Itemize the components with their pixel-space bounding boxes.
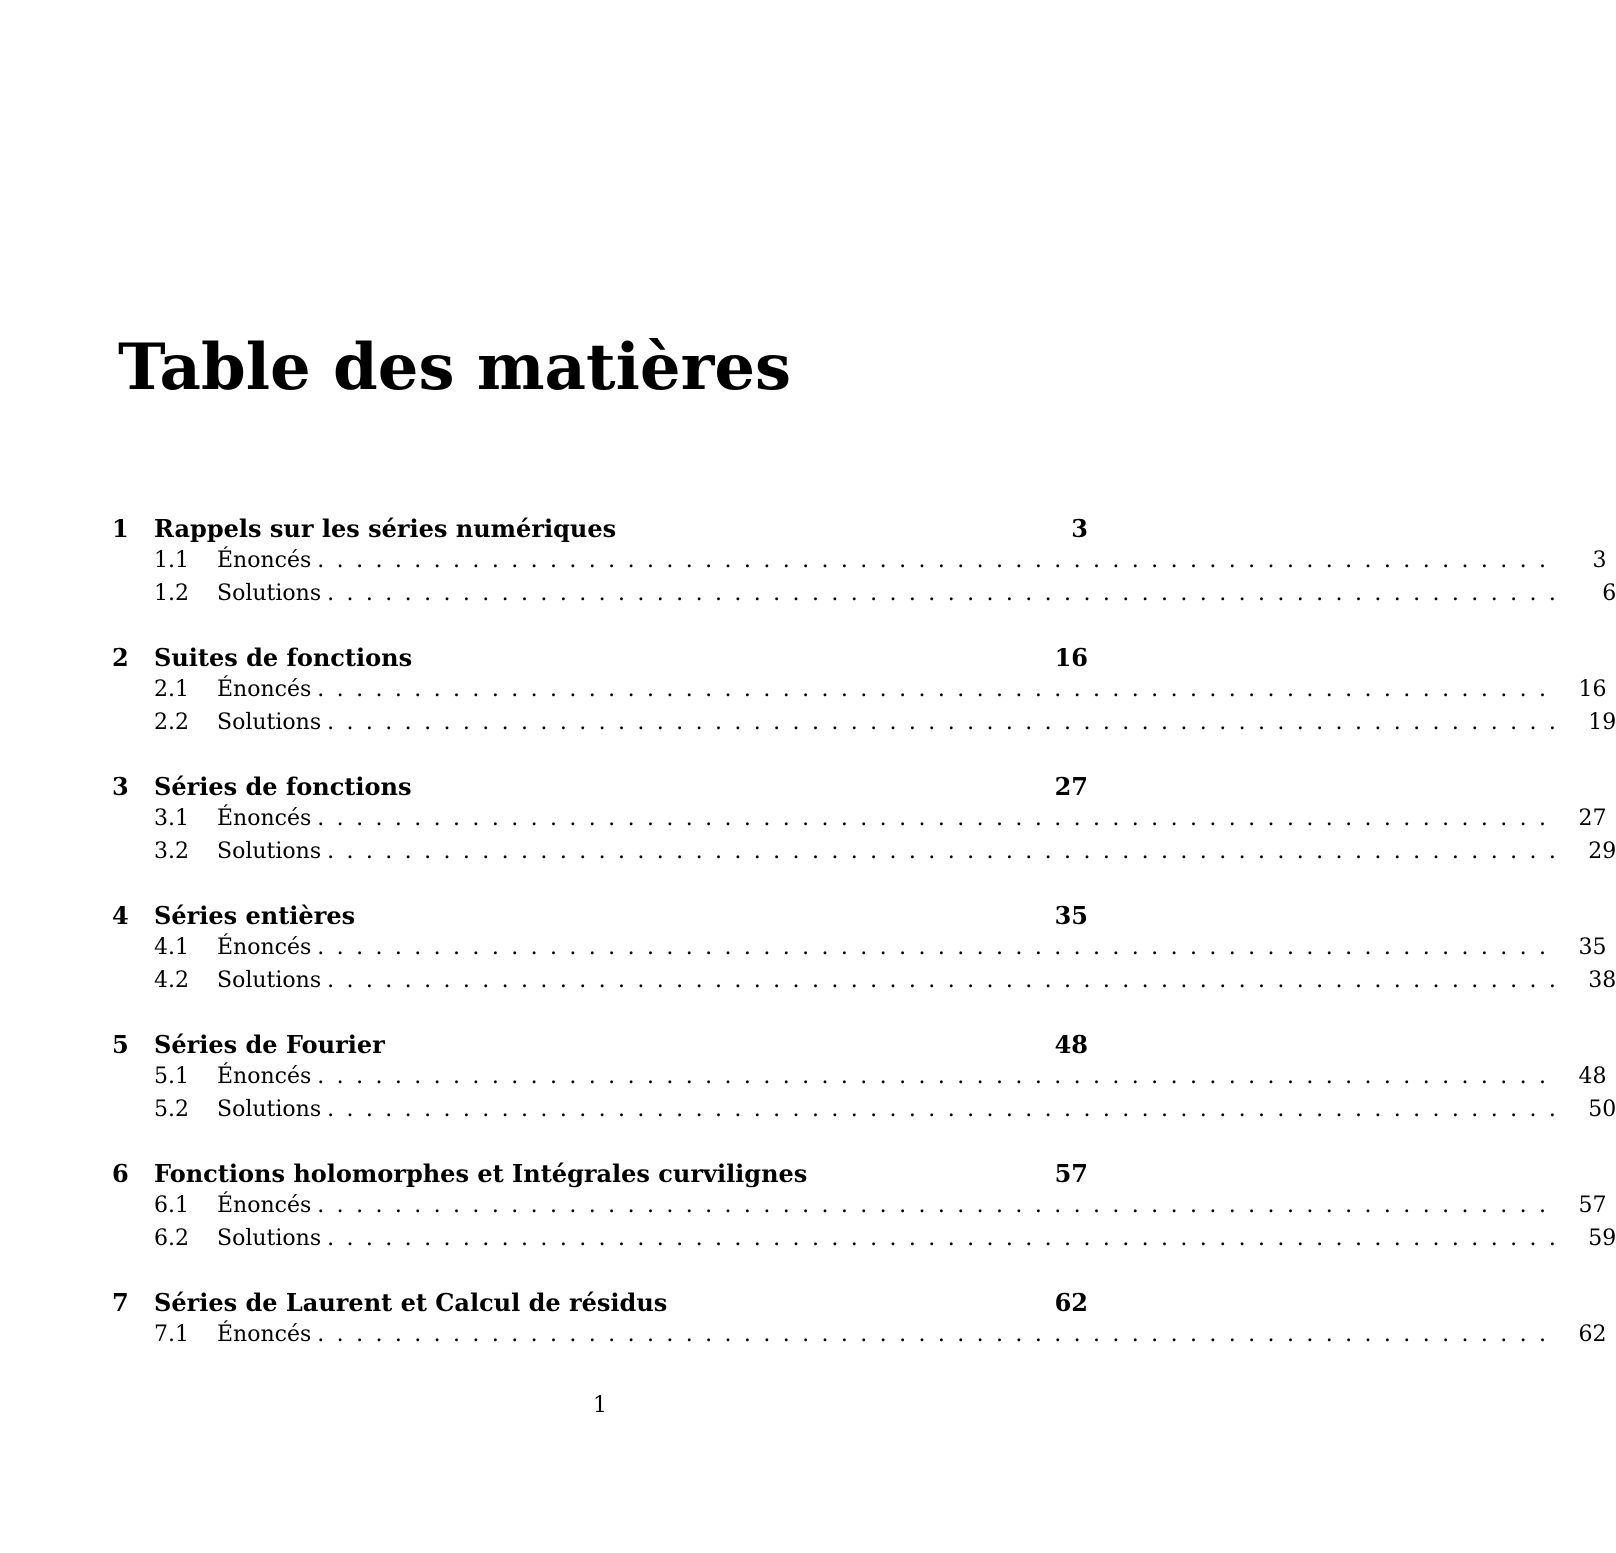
section-title: Énoncés <box>217 1064 312 1089</box>
chapter-number: 2 <box>112 643 129 672</box>
chapter-title: Séries entières <box>154 901 356 930</box>
chapter-page: 27 <box>1054 772 1088 801</box>
section-number: 5.2 <box>154 1097 189 1122</box>
toc-section-row[interactable] <box>112 1097 1616 1130</box>
toc-chapter-2 <box>112 643 1616 743</box>
section-title: Solutions <box>217 581 322 606</box>
chapter-number: 5 <box>112 1030 129 1059</box>
toc-section-row[interactable] <box>112 1193 1607 1226</box>
toc-section-row[interactable] <box>112 677 1607 710</box>
section-title: Solutions <box>217 1097 322 1122</box>
section-title: Énoncés <box>217 806 312 831</box>
section-title: Solutions <box>217 710 322 735</box>
dot-leader: ................................................................ <box>317 1322 1559 1347</box>
toc-chapter-5 <box>112 1030 1616 1130</box>
chapter-page: 3 <box>1071 514 1088 543</box>
section-number: 4.1 <box>154 935 189 960</box>
chapter-page: 16 <box>1054 643 1088 672</box>
toc-chapter-3 <box>112 772 1616 872</box>
section-page: 16 <box>1578 677 1607 702</box>
dot-leader: ................................................................ <box>317 677 1559 702</box>
toc-section-row[interactable] <box>112 1064 1607 1097</box>
toc-section-row[interactable] <box>112 968 1616 1001</box>
section-page: 50 <box>1588 1097 1616 1122</box>
dot-leader: ................................................................ <box>327 710 1569 735</box>
page-number: 1 <box>593 1393 607 1418</box>
section-number: 5.1 <box>154 1064 189 1089</box>
section-number: 4.2 <box>154 968 189 993</box>
dot-leader: ................................................................ <box>327 839 1569 864</box>
toc-section-row[interactable] <box>112 1322 1607 1355</box>
toc-chapter-6 <box>112 1159 1616 1259</box>
chapter-page: 57 <box>1054 1159 1088 1188</box>
chapter-title: Séries de Laurent et Calcul de résidus <box>154 1288 668 1317</box>
section-page: 48 <box>1578 1064 1607 1089</box>
section-number: 6.1 <box>154 1193 189 1218</box>
section-number: 1.2 <box>154 581 189 606</box>
toc-section-row[interactable] <box>112 839 1616 872</box>
section-number: 1.1 <box>154 548 189 573</box>
dot-leader: ................................................................ <box>317 1064 1559 1089</box>
toc-section-row[interactable] <box>112 710 1616 743</box>
toc-chapter-row[interactable] <box>112 1030 1088 1064</box>
section-page: 62 <box>1578 1322 1607 1347</box>
section-page: 19 <box>1588 710 1616 735</box>
section-number: 6.2 <box>154 1226 189 1251</box>
page-title: Table des matières <box>118 330 792 405</box>
toc-chapter-row[interactable] <box>112 514 1088 548</box>
toc-section-row[interactable] <box>112 1226 1616 1259</box>
dot-leader: ................................................................ <box>327 1226 1569 1251</box>
toc-section-row[interactable] <box>112 935 1607 968</box>
section-title: Énoncés <box>217 1322 312 1347</box>
toc-chapter-4 <box>112 901 1616 1001</box>
chapter-number: 3 <box>112 772 129 801</box>
chapter-title: Fonctions holomorphes et Intégrales curvilignes <box>154 1159 808 1188</box>
section-title: Solutions <box>217 839 322 864</box>
section-title: Énoncés <box>217 1193 312 1218</box>
toc-chapter-row[interactable] <box>112 901 1088 935</box>
toc-section-row[interactable] <box>112 548 1607 581</box>
toc-section-row[interactable] <box>112 806 1607 839</box>
section-page: 35 <box>1578 935 1607 960</box>
chapter-number: 1 <box>112 514 129 543</box>
section-number: 3.1 <box>154 806 189 831</box>
chapter-title: Suites de fonctions <box>154 643 413 672</box>
toc-chapter-1 <box>112 514 1616 614</box>
table-of-contents <box>112 514 1616 1384</box>
chapter-number: 7 <box>112 1288 129 1317</box>
section-page: 27 <box>1578 806 1607 831</box>
section-page: 38 <box>1588 968 1616 993</box>
toc-chapter-row[interactable] <box>112 643 1088 677</box>
dot-leader: ................................................................ <box>317 548 1559 573</box>
toc-chapter-row[interactable] <box>112 1159 1088 1193</box>
section-title: Énoncés <box>217 935 312 960</box>
section-number: 2.2 <box>154 710 189 735</box>
chapter-page: 62 <box>1054 1288 1088 1317</box>
chapter-number: 6 <box>112 1159 129 1188</box>
section-title: Solutions <box>217 1226 322 1251</box>
section-number: 7.1 <box>154 1322 189 1347</box>
section-page: 59 <box>1588 1226 1616 1251</box>
section-title: Énoncés <box>217 548 312 573</box>
section-page: 3 <box>1592 548 1607 573</box>
dot-leader: ................................................................ <box>327 581 1569 606</box>
dot-leader: ................................................................ <box>327 968 1569 993</box>
section-page: 29 <box>1588 839 1616 864</box>
toc-section-row[interactable] <box>112 581 1616 614</box>
section-page: 57 <box>1578 1193 1607 1218</box>
section-number: 2.1 <box>154 677 189 702</box>
section-title: Solutions <box>217 968 322 993</box>
chapter-number: 4 <box>112 901 129 930</box>
section-page: 6 <box>1602 581 1616 606</box>
chapter-page: 48 <box>1054 1030 1088 1059</box>
chapter-page: 35 <box>1054 901 1088 930</box>
dot-leader: ................................................................ <box>327 1097 1569 1122</box>
toc-chapter-7 <box>112 1288 1607 1355</box>
dot-leader: ................................................................ <box>317 806 1559 831</box>
section-number: 3.2 <box>154 839 189 864</box>
chapter-title: Séries de fonctions <box>154 772 412 801</box>
chapter-title: Séries de Fourier <box>154 1030 385 1059</box>
dot-leader: ................................................................ <box>317 1193 1559 1218</box>
dot-leader: ................................................................ <box>317 935 1559 960</box>
toc-chapter-row[interactable] <box>112 772 1088 806</box>
toc-chapter-row[interactable] <box>112 1288 1088 1322</box>
chapter-title: Rappels sur les séries numériques <box>154 514 617 543</box>
section-title: Énoncés <box>217 677 312 702</box>
